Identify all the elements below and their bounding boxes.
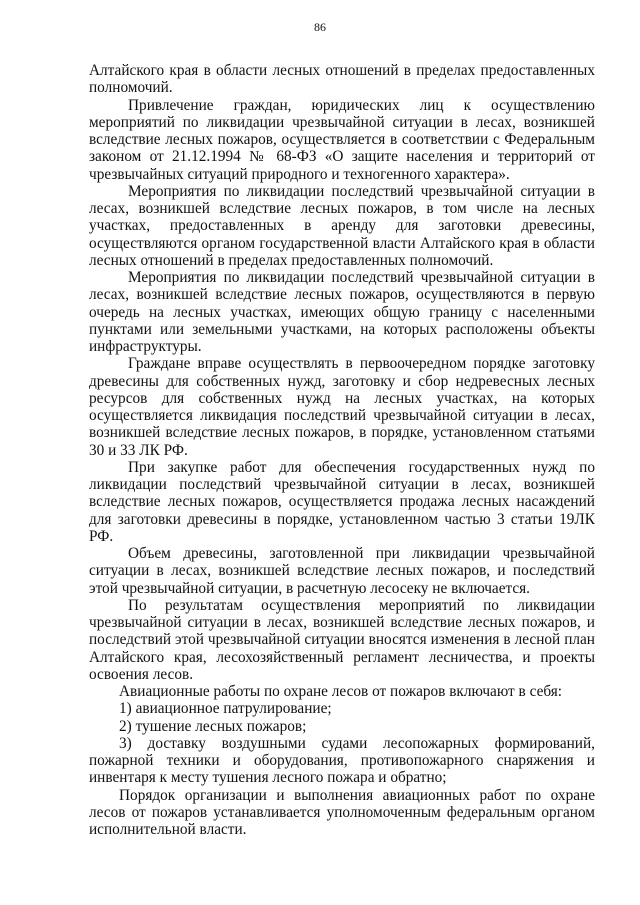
page-number: 86: [314, 20, 326, 34]
paragraph: При закупке работ для обеспечения государственных нужд по ликвидации последствий чрезвычайной ситуации в лесах, возникшей вследствие лесных пожаров, осуществляется продажа лесных насаждений для заготовки древесины в порядке, установленном частью 3 статьи 19ЛК РФ.: [89, 458, 595, 545]
paragraph: Объем древесины, заготовленной при ликвидации чрезвычайной ситуации в лесах, возникшей вследствие лесных пожаров, и последствий этой чрезвычайной ситуации, в расчетную лесосеку не включается.: [89, 545, 595, 597]
list-item: 2) тушение лесных пожаров;: [119, 717, 307, 735]
paragraph: Мероприятия по ликвидации последствий чрезвычайной ситуации в лесах, возникшей вследствие лесных пожаров, осуществляются в первую очередь на лесных участках, имеющих общую границу с населенными пунктами или земельными участками, на которых расположены объекты инфраструктуры.: [89, 269, 595, 355]
paragraph-continuation: Алтайского края в области лесных отношений в пределах предоставленных полномочий.: [89, 62, 595, 97]
paragraph: Привлечение граждан, юридических лиц к осуществлению мероприятий по ликвидации чрезвычайной ситуации в лесах, возникшей вследствие лесных пожаров, осуществляется в соответствии с Федеральным законом от 21.12.1994 № 68-ФЗ «О защите населения и территорий от чрезвычайных ситуаций природного и техногенного характера».: [89, 96, 595, 183]
paragraph: Граждане вправе осуществлять в первоочередном порядке заготовку древесины для собственных нужд, заготовку и сбор недревесных лесных ресурсов для собственных нужд на лесных участках, на которых осуществляется ликвидация последствий чрезвычайной ситуации в лесах, возникшей вследствие лесных пожаров, в порядке, установленном статьями 30 и 33 ЛК РФ.: [89, 355, 595, 459]
paragraph: По результатам осуществления мероприятий по ликвидации чрезвычайной ситуации в лесах, возникшей вследствие лесных пожаров, и последствий этой чрезвычайной ситуации вносятся изменения в лесной план Алтайского края, лесохозяйственный регламент лесничества, и проекты освоения лесов.: [89, 596, 595, 683]
document-body: [89, 62, 595, 838]
list-intro: Авиационные работы по охране лесов от пожаров включают в себя:: [119, 683, 563, 700]
list-item: 3) доставку воздушными судами лесопожарных формирований, пожарной техники и оборудования, противопожарного снаряжения и инвентаря к месту тушения лесного пожара и обратно;: [89, 734, 595, 787]
list-item: 1) авиационное патрулирование;: [119, 700, 332, 718]
paragraph: Мероприятия по ликвидации последствий чрезвычайной ситуации в лесах, возникшей вследствие лесных пожаров, в том числе на лесных участках, предоставленных в аренду для заготовки древесины, осуществляются органом государственной власти Алтайского края в области лесных отношений в пределах предоставленных полномочий.: [89, 182, 595, 269]
paragraph: Порядок организации и выполнения авиационных работ по охране лесов от пожаров устанавливается уполномоченным федеральным органом исполнительной власти.: [89, 786, 595, 838]
